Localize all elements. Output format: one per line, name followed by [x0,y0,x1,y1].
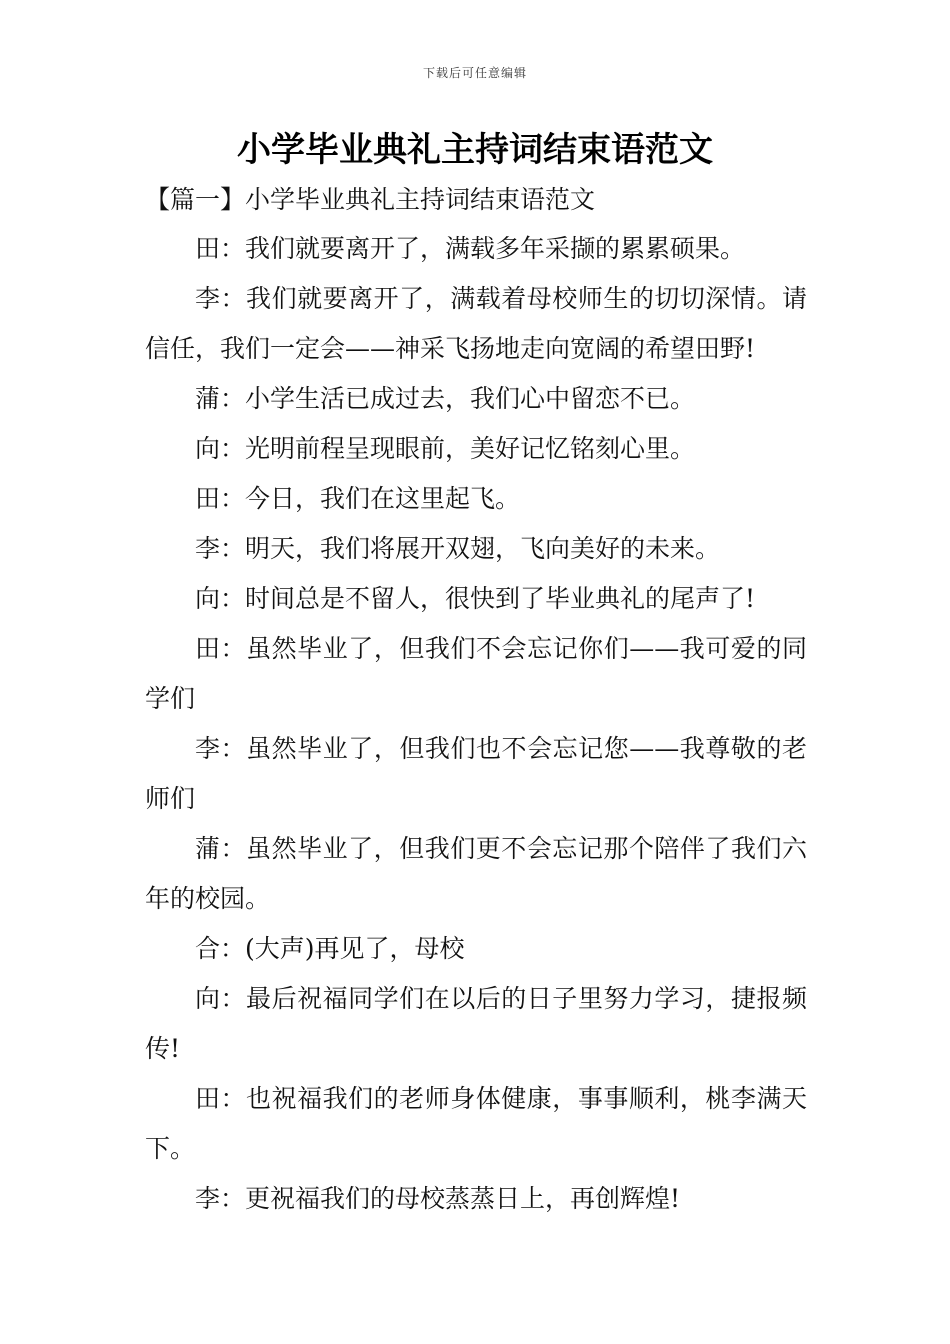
paragraph: 李：虽然毕业了，但我们也不会忘记您——我尊敬的老师们 [145,734,807,813]
section-heading: 【篇一】小学毕业典礼主持词结束语范文 [145,185,596,214]
paragraph: 蒲：虽然毕业了，但我们更不会忘记那个陪伴了我们六年的校园。 [145,834,807,913]
paragraph: 合：(大声)再见了，母校 [195,934,465,963]
paragraph: 李：更祝福我们的母校蒸蒸日上，再创辉煌! [195,1184,681,1213]
paragraph: 田：虽然毕业了，但我们不会忘记你们——我可爱的同学们 [145,634,807,713]
paragraph: 田：我们就要离开了，满载多年采撷的累累硕果。 [195,234,746,263]
paragraph: 李：我们就要离开了，满载着母校师生的切切深情。请信任，我们一定会——神采飞扬地走向宽阔的希望田野! [145,284,807,363]
header-note: 下载后可任意编辑 [422,66,527,80]
paragraph: 李：明天，我们将展开双翅，飞向美好的未来。 [195,534,721,563]
paragraph: 向：时间总是不留人，很快到了毕业典礼的尾声了! [195,584,756,613]
paragraph: 蒲：小学生活已成过去，我们心中留恋不已。 [195,384,696,413]
document-body [145,224,807,1224]
document-title: 小学毕业典礼主持词结束语范文 [237,130,713,170]
paragraph: 向：光明前程呈现眼前，美好记忆铭刻心里。 [195,434,696,463]
paragraph: 田：今日，我们在这里起飞。 [195,484,521,513]
paragraph: 向：最后祝福同学们在以后的日子里努力学习，捷报频传! [145,984,807,1063]
paragraph: 田：也祝福我们的老师身体健康，事事顺利，桃李满天下。 [145,1084,807,1163]
